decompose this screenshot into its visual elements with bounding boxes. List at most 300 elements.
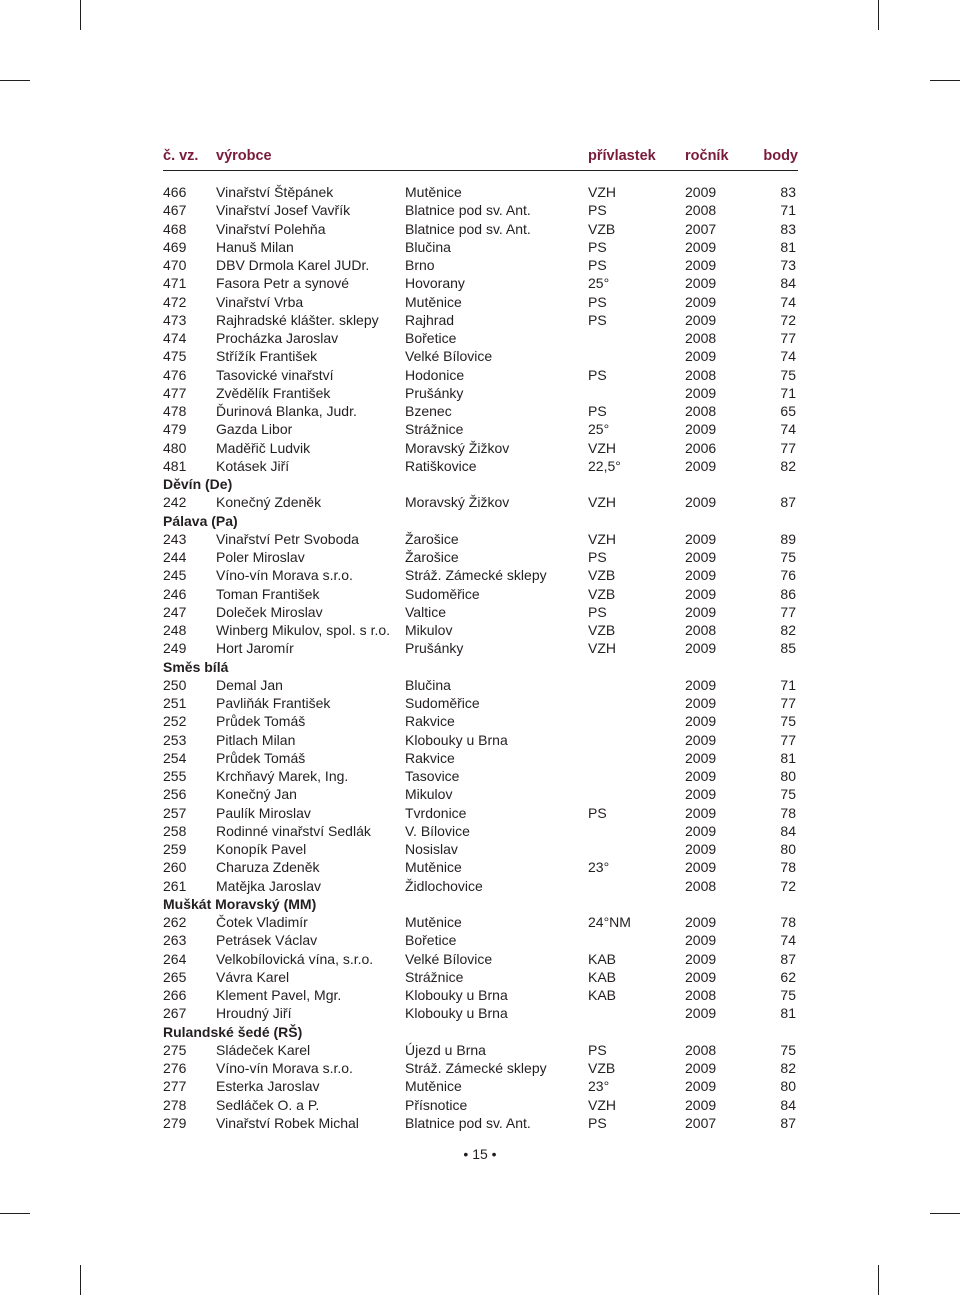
- cell-producer: Fasora Petr a synové: [216, 275, 350, 292]
- cell-attribute: PS: [588, 804, 607, 821]
- cell-number: 262: [163, 914, 187, 930]
- cell-place: Valtice: [405, 603, 446, 620]
- cell-place: Bořetice: [405, 932, 457, 949]
- crop-mark: [80, 1265, 81, 1295]
- table-row: [163, 968, 798, 986]
- cell-year: 2008: [685, 987, 717, 1003]
- cell-place: Brno: [405, 257, 435, 273]
- cell-points: 84: [780, 1096, 796, 1113]
- cell-points: 81: [780, 238, 796, 255]
- cell-attribute: 24°NM: [588, 914, 631, 930]
- cell-attribute: PS: [588, 366, 607, 383]
- table-row: [163, 877, 798, 895]
- cell-attribute: VZB: [588, 567, 616, 584]
- cell-producer: Demal Jan: [216, 676, 283, 693]
- cell-number: 471: [163, 275, 187, 292]
- cell-points: 62: [780, 968, 796, 985]
- cell-producer: Zvědělík František: [216, 384, 331, 401]
- header-no: č. vz.: [163, 148, 199, 164]
- cell-producer: Konopík Pavel: [216, 841, 307, 857]
- cell-attribute: PS: [588, 603, 607, 620]
- cell-place: Blučina: [405, 238, 451, 255]
- cell-attribute: KAB: [588, 987, 617, 1003]
- cell-attribute: VZB: [588, 220, 616, 237]
- cell-attribute: VZH: [588, 184, 616, 200]
- cell-number: 473: [163, 311, 187, 328]
- cell-year: 2009: [685, 567, 717, 584]
- cell-points: 74: [780, 293, 796, 310]
- cell-year: 2009: [685, 968, 717, 985]
- table-row: [163, 767, 798, 785]
- cell-year: 2009: [685, 695, 717, 711]
- cell-place: Blatnice pod sv. Ant.: [405, 220, 531, 237]
- cell-year: 2007: [685, 1114, 717, 1131]
- cell-place: Moravský Žižkov: [405, 494, 510, 511]
- cell-points: 75: [780, 713, 796, 730]
- table-row: [163, 858, 798, 876]
- cell-attribute: 25°: [588, 275, 610, 292]
- cell-producer: Ďurinová Blanka, Judr.: [216, 403, 357, 419]
- cell-points: 75: [780, 987, 796, 1003]
- cell-place: Hovorany: [405, 275, 465, 292]
- cell-producer: Vinařství Štěpánek: [216, 184, 334, 200]
- cell-place: Bořetice: [405, 330, 457, 346]
- cell-producer: Winberg Mikulov, spol. s r.o.: [216, 622, 391, 638]
- cell-place: Přísnotice: [405, 1096, 468, 1113]
- table-row: [163, 457, 798, 475]
- cell-place: Blatnice pod sv. Ant.: [405, 202, 531, 219]
- table-row: [163, 804, 798, 822]
- table-row: [163, 311, 798, 329]
- cell-year: 2009: [685, 257, 717, 273]
- cell-points: 74: [780, 421, 796, 438]
- results-table: [163, 183, 798, 1132]
- cell-points: 83: [780, 220, 796, 237]
- cell-points: 80: [780, 1078, 796, 1095]
- section-heading: Rulandské šedé (RŠ): [163, 1023, 303, 1040]
- table-row: [163, 694, 798, 712]
- cell-year: 2009: [685, 859, 717, 876]
- cell-number: 266: [163, 987, 187, 1003]
- cell-points: 80: [780, 768, 796, 784]
- cell-producer: Doleček Miroslav: [216, 603, 323, 620]
- cell-attribute: PS: [588, 1114, 607, 1131]
- cell-number: 468: [163, 220, 187, 237]
- cell-number: 278: [163, 1096, 187, 1113]
- cell-points: 81: [780, 1005, 796, 1022]
- table-row: [163, 566, 798, 584]
- cell-place: V. Bílovice: [405, 822, 470, 839]
- cell-producer: Vinařství Vrba: [216, 293, 304, 310]
- table-row: [163, 785, 798, 803]
- cell-place: Mutěnice: [405, 293, 462, 310]
- cell-number: 263: [163, 932, 187, 949]
- header-divider: [163, 170, 798, 171]
- cell-place: Moravský Žižkov: [405, 439, 510, 456]
- table-row: [163, 256, 798, 274]
- cell-number: 250: [163, 676, 187, 693]
- cell-number: 476: [163, 366, 187, 383]
- cell-year: 2009: [685, 822, 717, 839]
- crop-mark: [878, 1265, 879, 1295]
- table-row: [163, 402, 798, 420]
- cell-place: Rakvice: [405, 713, 455, 730]
- header-attr: přívlastek: [588, 148, 656, 164]
- cell-points: 72: [780, 877, 796, 894]
- cell-producer: Krchňavý Marek, Ing.: [216, 768, 349, 784]
- cell-producer: Pitlach Milan: [216, 731, 296, 748]
- cell-year: 2008: [685, 1041, 717, 1058]
- cell-points: 77: [780, 330, 796, 346]
- cell-place: Stráž. Zámecké sklepy: [405, 1060, 547, 1076]
- cell-place: Újezd u Brna: [405, 1041, 486, 1058]
- cell-number: 470: [163, 257, 187, 273]
- cell-producer: Víno-vín Morava s.r.o.: [216, 567, 353, 584]
- cell-producer: Velkobílovická vína, s.r.o.: [216, 950, 374, 967]
- table-row: [163, 603, 798, 621]
- cell-attribute: KAB: [588, 968, 617, 985]
- cell-number: 480: [163, 439, 187, 456]
- cell-number: 248: [163, 622, 187, 638]
- cell-points: 73: [780, 257, 796, 273]
- cell-points: 76: [780, 567, 796, 584]
- cell-number: 478: [163, 403, 187, 419]
- cell-attribute: 22,5°: [588, 457, 621, 474]
- table-row: [163, 840, 798, 858]
- cell-number: 246: [163, 585, 187, 602]
- cell-year: 2009: [685, 549, 717, 565]
- cell-producer: Maděřič Ludvik: [216, 439, 311, 456]
- cell-points: 83: [780, 184, 796, 200]
- table-row: [163, 347, 798, 365]
- table-row: [163, 548, 798, 566]
- cell-points: 77: [780, 695, 796, 711]
- cell-year: 2006: [685, 439, 717, 456]
- cell-place: Mutěnice: [405, 184, 462, 200]
- cell-attribute: VZH: [588, 439, 616, 456]
- cell-attribute: PS: [588, 293, 607, 310]
- cell-year: 2009: [685, 749, 717, 766]
- cell-attribute: PS: [588, 202, 607, 219]
- cell-attribute: PS: [588, 311, 607, 328]
- cell-points: 82: [780, 457, 796, 474]
- header-year: ročník: [685, 148, 729, 164]
- header-maker: výrobce: [216, 148, 272, 164]
- cell-place: Tasovice: [405, 768, 460, 784]
- cell-points: 75: [780, 1041, 796, 1058]
- cell-attribute: VZH: [588, 1096, 616, 1113]
- cell-number: 477: [163, 384, 187, 401]
- cell-points: 74: [780, 348, 796, 365]
- cell-producer: Esterka Jaroslav: [216, 1078, 320, 1095]
- cell-points: 71: [780, 202, 796, 219]
- cell-place: Ratiškovice: [405, 457, 477, 474]
- cell-place: Nosislav: [405, 841, 458, 857]
- cell-points: 77: [780, 603, 796, 620]
- table-row: [163, 986, 798, 1004]
- cell-place: Strážnice: [405, 968, 464, 985]
- cell-producer: DBV Drmola Karel JUDr.: [216, 257, 370, 273]
- cell-number: 275: [163, 1041, 187, 1058]
- cell-number: 247: [163, 603, 187, 620]
- cell-attribute: VZB: [588, 1060, 616, 1076]
- table-row: [163, 950, 798, 968]
- cell-points: 78: [780, 914, 796, 930]
- cell-number: 251: [163, 695, 187, 711]
- cell-number: 245: [163, 567, 187, 584]
- cell-points: 65: [780, 403, 796, 419]
- cell-attribute: VZB: [588, 622, 616, 638]
- cell-points: 84: [780, 822, 796, 839]
- cell-place: Strážnice: [405, 421, 464, 438]
- cell-year: 2009: [685, 786, 717, 803]
- cell-producer: Rodinné vinařství Sedlák: [216, 822, 371, 839]
- table-row: [163, 238, 798, 256]
- cell-year: 2009: [685, 603, 717, 620]
- cell-number: 242: [163, 494, 187, 511]
- cell-place: Tvrdonice: [405, 804, 467, 821]
- cell-attribute: PS: [588, 257, 607, 273]
- cell-producer: Průdek Tomáš: [216, 713, 306, 730]
- cell-producer: Vinařství Polehňa: [216, 220, 326, 237]
- table-row: [163, 822, 798, 840]
- cell-year: 2009: [685, 1005, 717, 1022]
- cell-number: 267: [163, 1005, 187, 1022]
- cell-number: 256: [163, 786, 187, 803]
- cell-points: 71: [780, 384, 796, 401]
- cell-year: 2009: [685, 768, 717, 784]
- table-row: [163, 439, 798, 457]
- table-row: [163, 1096, 798, 1114]
- cell-number: 244: [163, 549, 187, 565]
- table-row: [163, 201, 798, 219]
- cell-year: 2009: [685, 841, 717, 857]
- cell-year: 2009: [685, 275, 717, 292]
- table-row: [163, 183, 798, 201]
- cell-producer: Vinařství Josef Vavřík: [216, 202, 351, 219]
- cell-points: 74: [780, 932, 796, 949]
- cell-place: Žarošice: [405, 530, 459, 547]
- cell-points: 82: [780, 622, 796, 638]
- cell-producer: Čotek Vladimír: [216, 914, 308, 930]
- cell-points: 77: [780, 439, 796, 456]
- table-row: [163, 1059, 798, 1077]
- cell-year: 2009: [685, 640, 717, 657]
- cell-attribute: PS: [588, 549, 607, 565]
- cell-producer: Paulík Miroslav: [216, 804, 311, 821]
- cell-place: Blatnice pod sv. Ant.: [405, 1114, 531, 1131]
- crop-mark: [878, 0, 879, 30]
- crop-mark: [930, 1213, 960, 1214]
- cell-number: 258: [163, 822, 187, 839]
- cell-year: 2009: [685, 494, 717, 511]
- table-row: [163, 931, 798, 949]
- cell-year: 2009: [685, 348, 717, 365]
- cell-attribute: 25°: [588, 421, 610, 438]
- cell-producer: Střížík František: [216, 348, 318, 365]
- cell-place: Prušánky: [405, 640, 464, 657]
- cell-number: 255: [163, 768, 187, 784]
- cell-place: Mutěnice: [405, 914, 462, 930]
- cell-year: 2008: [685, 403, 717, 419]
- cell-place: Velké Bílovice: [405, 348, 493, 365]
- cell-year: 2009: [685, 1096, 717, 1113]
- cell-year: 2009: [685, 585, 717, 602]
- crop-mark: [80, 0, 81, 30]
- cell-number: 474: [163, 330, 187, 346]
- cell-place: Žarošice: [405, 549, 459, 565]
- cell-producer: Vinařství Petr Svoboda: [216, 530, 359, 547]
- cell-producer: Konečný Zdeněk: [216, 494, 322, 511]
- section-heading: Děvín (De): [163, 476, 233, 492]
- cell-number: 479: [163, 421, 187, 438]
- cell-producer: Vinařství Robek Michal: [216, 1114, 359, 1131]
- cell-year: 2009: [685, 530, 717, 547]
- cell-producer: Vávra Karel: [216, 968, 290, 985]
- crop-mark: [0, 1213, 30, 1214]
- cell-producer: Toman František: [216, 585, 320, 602]
- cell-place: Mutěnice: [405, 859, 462, 876]
- cell-points: 87: [780, 494, 796, 511]
- table-row: [163, 274, 798, 292]
- table-row: [163, 712, 798, 730]
- cell-place: Rajhrad: [405, 311, 455, 328]
- cell-points: 75: [780, 549, 796, 565]
- cell-producer: Hort Jaromír: [216, 640, 294, 657]
- cell-number: 277: [163, 1078, 187, 1095]
- table-row: [163, 731, 798, 749]
- cell-attribute: PS: [588, 1041, 607, 1058]
- cell-attribute: PS: [588, 238, 607, 255]
- cell-year: 2009: [685, 1060, 717, 1076]
- cell-place: Mutěnice: [405, 1078, 462, 1095]
- cell-year: 2009: [685, 731, 717, 748]
- cell-place: Rakvice: [405, 749, 455, 766]
- table-row: [163, 530, 798, 548]
- cell-producer: Kotásek Jiří: [216, 457, 290, 474]
- cell-place: Hodonice: [405, 366, 465, 383]
- cell-producer: Sládeček Karel: [216, 1041, 311, 1058]
- section-heading: Směs bílá: [163, 658, 229, 675]
- cell-points: 84: [780, 275, 796, 292]
- table-row: [163, 329, 798, 347]
- cell-number: 252: [163, 713, 187, 730]
- table-row: [163, 384, 798, 402]
- cell-points: 82: [780, 1060, 796, 1076]
- cell-number: 259: [163, 841, 187, 857]
- cell-year: 2008: [685, 330, 717, 346]
- cell-place: Židlochovice: [405, 877, 483, 894]
- cell-year: 2008: [685, 366, 717, 383]
- cell-year: 2009: [685, 238, 717, 255]
- cell-attribute: 23°: [588, 859, 610, 876]
- table-row: [163, 493, 798, 511]
- cell-year: 2007: [685, 220, 717, 237]
- table-row: [163, 1077, 798, 1095]
- cell-year: 2008: [685, 202, 717, 219]
- section-heading: Muškát Moravský (MM): [163, 895, 317, 912]
- cell-number: 261: [163, 877, 187, 894]
- cell-points: 78: [780, 804, 796, 821]
- cell-producer: Charuza Zdeněk: [216, 859, 320, 876]
- page-number: • 15 •: [463, 1146, 497, 1162]
- cell-place: Bzenec: [405, 403, 452, 419]
- table-row: [163, 1004, 798, 1022]
- crop-mark: [0, 80, 30, 81]
- cell-year: 2009: [685, 804, 717, 821]
- table-row: [163, 639, 798, 657]
- cell-place: Sudoměřice: [405, 585, 480, 602]
- cell-points: 71: [780, 676, 796, 693]
- cell-points: 87: [780, 1114, 796, 1131]
- cell-place: Mikulov: [405, 622, 453, 638]
- cell-producer: Rajhradské klášter. sklepy: [216, 311, 379, 328]
- table-header: [163, 147, 798, 169]
- cell-points: 80: [780, 841, 796, 857]
- cell-producer: Konečný Jan: [216, 786, 297, 803]
- cell-attribute: 23°: [588, 1078, 610, 1095]
- cell-place: Klobouky u Brna: [405, 1005, 508, 1022]
- cell-year: 2009: [685, 384, 717, 401]
- cell-year: 2009: [685, 713, 717, 730]
- cell-points: 77: [780, 731, 796, 748]
- cell-place: Klobouky u Brna: [405, 731, 508, 748]
- cell-year: 2009: [685, 421, 717, 438]
- cell-year: 2008: [685, 877, 717, 894]
- section-heading: Pálava (Pa): [163, 512, 238, 529]
- cell-place: Stráž. Zámecké sklepy: [405, 567, 547, 584]
- cell-year: 2009: [685, 1078, 717, 1095]
- cell-points: 86: [780, 585, 796, 602]
- cell-producer: Tasovické vinařství: [216, 366, 334, 383]
- cell-number: 243: [163, 530, 187, 547]
- crop-mark: [930, 80, 960, 81]
- cell-number: 467: [163, 202, 187, 219]
- cell-producer: Pavliňák František: [216, 695, 331, 711]
- table-row: [163, 220, 798, 238]
- cell-attribute: VZH: [588, 494, 616, 511]
- cell-place: Klobouky u Brna: [405, 987, 508, 1003]
- cell-year: 2008: [685, 622, 717, 638]
- cell-place: Sudoměřice: [405, 695, 480, 711]
- cell-number: 264: [163, 950, 187, 967]
- table-row: [163, 1114, 798, 1132]
- cell-points: 81: [780, 749, 796, 766]
- cell-producer: Víno-vín Morava s.r.o.: [216, 1060, 353, 1076]
- cell-producer: Procházka Jaroslav: [216, 330, 339, 346]
- cell-number: 265: [163, 968, 187, 985]
- cell-producer: Gazda Libor: [216, 421, 293, 438]
- cell-producer: Matějka Jaroslav: [216, 877, 322, 894]
- cell-number: 466: [163, 184, 187, 200]
- cell-attribute: KAB: [588, 950, 617, 967]
- cell-points: 75: [780, 786, 796, 803]
- cell-attribute: VZH: [588, 530, 616, 547]
- cell-producer: Hanuš Milan: [216, 238, 294, 255]
- table-row: [163, 676, 798, 694]
- cell-producer: Petrásek Václav: [216, 932, 318, 949]
- cell-number: 279: [163, 1114, 187, 1131]
- table-row: [163, 420, 798, 438]
- table-row: [163, 293, 798, 311]
- table-row: [163, 366, 798, 384]
- cell-year: 2009: [685, 311, 717, 328]
- cell-year: 2009: [685, 184, 717, 200]
- cell-year: 2009: [685, 457, 717, 474]
- cell-producer: Sedláček O. a P.: [216, 1096, 320, 1113]
- cell-number: 260: [163, 859, 187, 876]
- cell-attribute: VZH: [588, 640, 616, 657]
